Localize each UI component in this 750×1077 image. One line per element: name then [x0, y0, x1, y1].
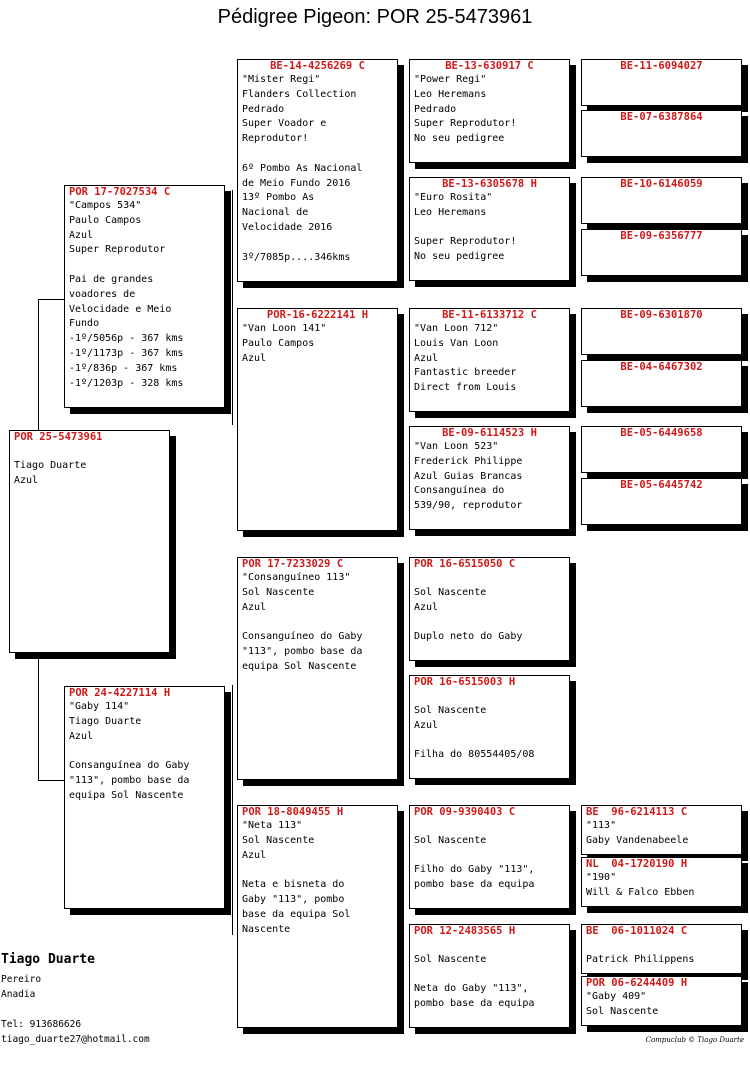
ring-number: POR 12-2483565 H: [414, 925, 516, 937]
pigeon-details: Sol Nascente Filho do Gaby "113", pombo base da equipa: [414, 834, 535, 891]
great-grandparent-card: [409, 924, 570, 1028]
ring-number: BE 96-6214113 C: [586, 806, 688, 818]
ring-number: NL 04-1720190 H: [586, 858, 688, 870]
ring-number: POR 24-4227114 H: [69, 687, 171, 699]
connector-line: [232, 190, 233, 425]
breeder-contact: Pereiro Anadia Tel: 913686626 tiago_duarte27@hotmail.com: [1, 974, 150, 1045]
great-grandparent-card: [409, 177, 570, 281]
gen5-card: [581, 110, 742, 157]
pigeon-details: "190" Will & Falco Ebben: [586, 872, 695, 898]
pigeon-details: "Van Loon 712" Louis Van Loon Azul Fantastic breeder Direct from Louis: [414, 323, 517, 394]
connector-line: [232, 685, 233, 935]
gen5-card: [581, 360, 742, 407]
ring-number: BE 06-1011024 C: [586, 925, 688, 937]
gen5-card: [581, 59, 742, 106]
ring-number: BE-04-6467302: [620, 361, 703, 373]
ring-number: BE-11-6094027: [620, 60, 703, 72]
grandparent-card: [237, 59, 398, 282]
connector-line: [38, 299, 65, 300]
ring-number: BE-09-6114523 H: [442, 427, 537, 439]
subject-pigeon-card: [9, 430, 170, 653]
gen5-card: [581, 426, 742, 473]
ring-number: POR-16-6222141 H: [266, 309, 369, 321]
sire-card: [64, 185, 225, 408]
ring-number: BE-09-6356777: [620, 230, 703, 242]
gen5-card: [581, 308, 742, 355]
ring-number: BE-13-6305678 H: [442, 178, 537, 190]
ring-number: BE-11-6133712 C: [442, 309, 537, 321]
gen5-card: [581, 478, 742, 525]
ring-number: BE-05-6449658: [620, 427, 703, 439]
ring-number: POR 09-9390403 C: [414, 806, 516, 818]
great-grandparent-card: [409, 59, 570, 163]
page-title: Pédigree Pigeon: POR 25-5473961: [217, 6, 533, 28]
great-grandparent-card: [409, 557, 570, 661]
ring-number: BE-13-630917 C: [445, 60, 534, 72]
pigeon-details: "Campos 534" Paulo Campos Azul Super Reprodutor Pai de grandes voadores de Velocidade e Meio Fundo -1º/5056p - 367 kms -1º/1173p - 367 kms -1º/836p - 367 kms -1º/1203p - 328 kms: [69, 200, 184, 389]
ring-number: BE-09-6301870: [620, 309, 703, 321]
pigeon-details: Patrick Philippens: [586, 953, 695, 965]
grandparent-card: [237, 805, 398, 1028]
pigeon-details: "Mister Regi" Flanders Collection Pedrado Super Voador e Reprodutor! 6º Pombo As Nacional de Meio Fundo 2016 13º Pombo As Nacional de Velocidade 2016 3º/7085p....346kms: [242, 74, 363, 263]
great-grandparent-card: [409, 426, 570, 530]
ring-number: POR 25-5473961: [14, 431, 103, 443]
pigeon-details: "113" Gaby Vandenabeele: [586, 820, 689, 846]
great-grandparent-card: [409, 675, 570, 779]
ring-number: BE-10-6146059: [620, 178, 703, 190]
pigeon-details: "Power Regi" Leo Heremans Pedrado Super Reprodutor! No seu pedigree: [414, 74, 517, 145]
great-grandparent-card: [409, 805, 570, 909]
pigeon-details: "Neta 113" Sol Nascente Azul Neta e bisneta do Gaby "113", pombo base da equipa Sol Nascente: [242, 820, 351, 935]
pigeon-details: Sol Nascente Azul Filha do 80554405/08: [414, 704, 535, 761]
grandparent-card: [237, 557, 398, 780]
pigeon-details: "Gaby 114" Tiago Duarte Azul Consanguínea do Gaby "113", pombo base da equipa Sol Nascente: [69, 701, 190, 801]
ring-number: POR 06-6244409 H: [586, 977, 688, 989]
ring-number: POR 18-8049455 H: [242, 806, 344, 818]
pigeon-details: "Gaby 409" Sol Nascente: [586, 991, 659, 1017]
pigeon-details: "Consanguíneo 113" Sol Nascente Azul Consanguíneo do Gaby "113", pombo base da equipa Sol Nascente: [242, 572, 363, 672]
ring-number: POR 17-7233029 C: [242, 558, 344, 570]
gen5-card: [581, 976, 742, 1026]
pigeon-details: Tiago Duarte Azul: [14, 459, 87, 486]
pigeon-details: "Euro Rosita" Leo Heremans Super Reprodutor! No seu pedigree: [414, 192, 517, 263]
gen5-card: [581, 177, 742, 224]
gen5-card: [581, 924, 742, 974]
pigeon-details: "Van Loon 523" Frederick Philippe Azul Guias Brancas Consanguínea do 539/90, reprodutor: [414, 441, 523, 512]
ring-number: BE-14-4256269 C: [270, 60, 365, 72]
breeder-name: Tiago Duarte: [1, 952, 95, 967]
dam-card: [64, 686, 225, 909]
grandparent-card: [237, 308, 398, 531]
pigeon-details: Sol Nascente Azul Duplo neto do Gaby: [414, 586, 523, 643]
ring-number: BE-05-6445742: [620, 479, 703, 491]
pigeon-details: "Van Loon 141" Paulo Campos Azul: [242, 323, 327, 364]
great-grandparent-card: [409, 308, 570, 412]
gen5-card: [581, 857, 742, 907]
gen5-card: [581, 229, 742, 276]
gen5-card: [581, 805, 742, 855]
ring-number: POR 16-6515003 H: [414, 676, 516, 688]
software-credit: Compuclub © Tiago Duarte: [645, 1036, 744, 1044]
ring-number: POR 17-7027534 C: [69, 186, 171, 198]
ring-number: BE-07-6387864: [620, 111, 703, 123]
ring-number: POR 16-6515050 C: [414, 558, 516, 570]
pigeon-details: Sol Nascente Neta do Gaby "113", pombo base da equipa: [414, 953, 535, 1010]
connector-line: [38, 780, 65, 781]
